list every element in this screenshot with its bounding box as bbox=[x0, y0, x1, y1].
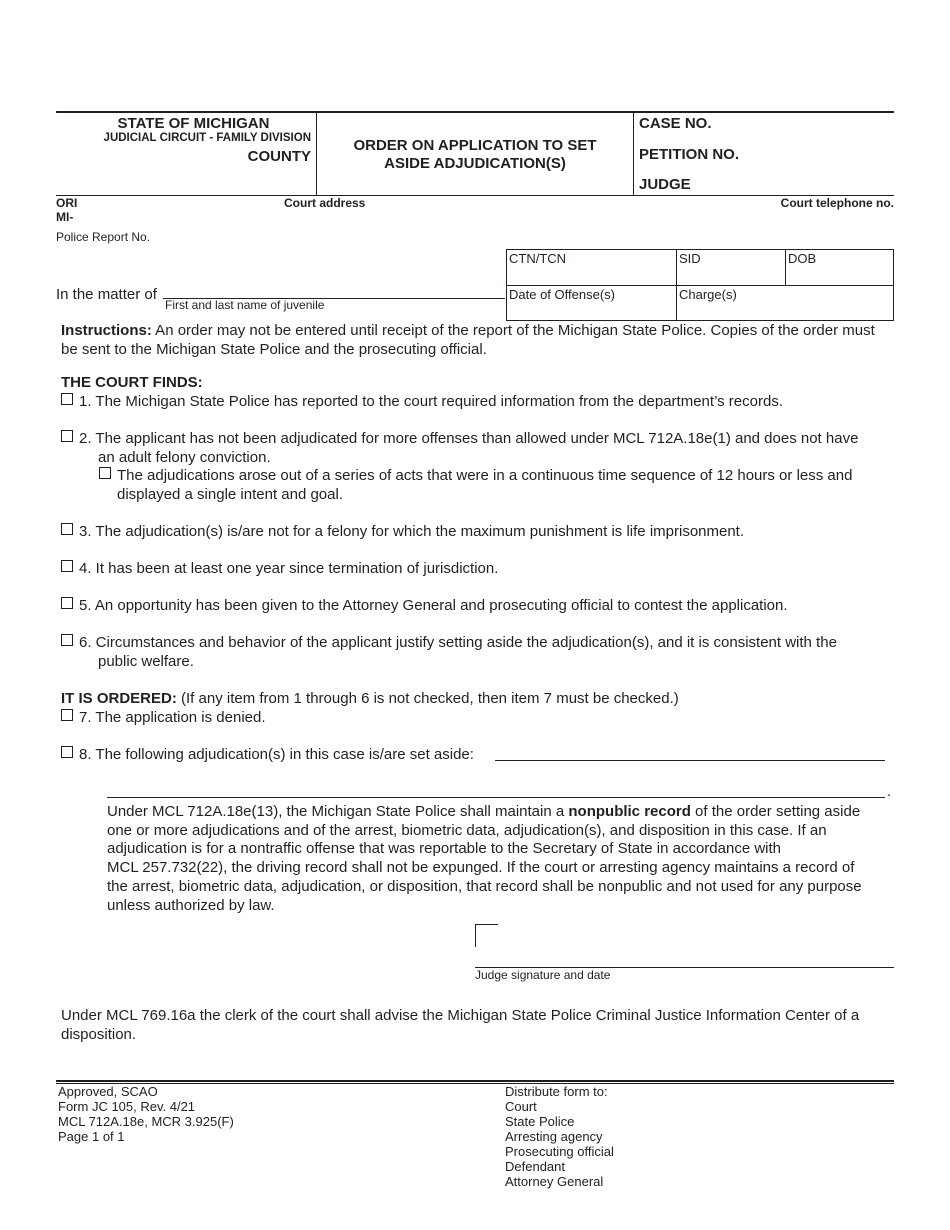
footer-form-number: Form JC 105, Rev. 4/21 bbox=[58, 1099, 196, 1114]
charges-field[interactable] bbox=[676, 285, 894, 321]
ordered-note: (If any item from 1 through 6 is not checked, then item 7 must be checked.) bbox=[176, 690, 679, 707]
item1-text: 1. The Michigan State Police has reported to the court required information from the department’s records. bbox=[79, 393, 783, 410]
notice-line1-post: of the order setting aside bbox=[690, 803, 861, 820]
division-heading: JUDICIAL CIRCUIT - FAMILY DIVISION bbox=[103, 132, 311, 144]
item2-sub-checkbox[interactable] bbox=[99, 467, 111, 479]
form-title-line1: ORDER ON APPLICATION TO SET bbox=[353, 137, 597, 154]
distribute-heading: Distribute form to: bbox=[505, 1084, 608, 1099]
item1-checkbox[interactable] bbox=[61, 393, 73, 405]
date-of-offense-field[interactable] bbox=[506, 285, 677, 321]
instructions-line1 bbox=[61, 321, 875, 340]
ordered-heading-line bbox=[61, 689, 679, 708]
notice-line5: the arrest, biometric data, adjudication, or disposition, that record shall be nonpublic and not used for any purpose bbox=[107, 878, 862, 895]
judge-signature-label: Judge signature and date bbox=[475, 968, 611, 982]
item8-adjudications-field-1[interactable] bbox=[495, 746, 885, 761]
item2-text-line2: an adult felony conviction. bbox=[98, 449, 271, 466]
header-top-rule bbox=[56, 111, 894, 113]
header-divider-right bbox=[633, 112, 634, 196]
instructions-text1: An order may not be entered until receipt of the report of the Michigan State Police. Copies of the order must bbox=[151, 322, 875, 339]
item8-adjudications-field-2[interactable] bbox=[107, 783, 885, 798]
ordered-heading: IT IS ORDERED: bbox=[61, 690, 177, 707]
item2-text-line1: 2. The applicant has not been adjudicated for more offenses than allowed under MCL 712A.18e(1) and does not have bbox=[79, 430, 859, 447]
date-of-offense-label: Date of Offense(s) bbox=[509, 287, 615, 302]
police-report-label: Police Report No. bbox=[56, 230, 151, 244]
item6-text-line1: 6. Circumstances and behavior of the applicant justify setting aside the adjudication(s), and it is consistent with the bbox=[79, 634, 837, 651]
notice-nonpublic-record: nonpublic record bbox=[568, 803, 691, 820]
sid-field[interactable] bbox=[676, 249, 786, 286]
notice-line3: adjudication is for a nontraffic offense that was reportable to the Secretary of State in accordance with bbox=[107, 840, 782, 857]
judge-label: JUDGE bbox=[639, 176, 691, 193]
juvenile-name-field[interactable] bbox=[163, 282, 505, 299]
item2-checkbox[interactable] bbox=[61, 430, 73, 442]
notice-line2: one or more adjudications and of the arrest, biometric data, adjudication(s), and disposition in this case. If an bbox=[107, 822, 827, 839]
state-heading: STATE OF MICHIGAN bbox=[117, 115, 270, 132]
findings-heading: THE COURT FINDS: bbox=[61, 374, 203, 391]
footer-page: Page 1 of 1 bbox=[58, 1129, 125, 1144]
sid-label: SID bbox=[679, 251, 701, 266]
distribute-attorney-general: Attorney General bbox=[505, 1174, 604, 1189]
seal-corner-mark bbox=[475, 924, 498, 947]
item7-text: 7. The application is denied. bbox=[79, 709, 266, 726]
juvenile-name-caption: First and last name of juvenile bbox=[165, 298, 325, 312]
footer-rule-thin bbox=[56, 1083, 894, 1084]
item3-checkbox[interactable] bbox=[61, 523, 73, 535]
footer-approved: Approved, SCAO bbox=[58, 1084, 158, 1099]
item4-text: 4. It has been at least one year since termination of jurisdiction. bbox=[79, 560, 499, 577]
item6-text-line2: public welfare. bbox=[98, 653, 194, 670]
ctn-tcn-label: CTN/TCN bbox=[509, 251, 567, 266]
dob-label: DOB bbox=[788, 251, 817, 266]
distribute-court: Court bbox=[505, 1099, 537, 1114]
item8-period: . bbox=[887, 783, 892, 800]
notice-line1 bbox=[107, 802, 860, 821]
item5-checkbox[interactable] bbox=[61, 597, 73, 609]
county-label: COUNTY bbox=[247, 148, 311, 165]
court-telephone-label: Court telephone no. bbox=[780, 196, 894, 210]
mi-label: MI- bbox=[56, 210, 74, 224]
form-title-line2: ASIDE ADJUDICATION(S) bbox=[384, 155, 566, 172]
clerk-line1: Under MCL 769.16a the clerk of the court shall advise the Michigan State Police Criminal Justice Information Center of a bbox=[61, 1007, 860, 1024]
footer-mcl: MCL 712A.18e, MCR 3.925(F) bbox=[58, 1114, 234, 1129]
item2-sub-line2: displayed a single intent and goal. bbox=[117, 486, 343, 503]
clerk-line2: disposition. bbox=[61, 1026, 137, 1043]
item5-text: 5. An opportunity has been given to the Attorney General and prosecuting official to contest the application. bbox=[79, 597, 788, 614]
matter-label: In the matter of bbox=[56, 286, 157, 303]
header-bottom-rule bbox=[56, 195, 894, 196]
judge-signature-field[interactable] bbox=[475, 950, 894, 968]
notice-line6: unless authorized by law. bbox=[107, 897, 275, 914]
distribute-defendant: Defendant bbox=[505, 1159, 565, 1174]
item3-text: 3. The adjudication(s) is/are not for a felony for which the maximum punishment is life imprisonment. bbox=[79, 523, 745, 540]
distribute-prosecuting-official: Prosecuting official bbox=[505, 1144, 614, 1159]
item4-checkbox[interactable] bbox=[61, 560, 73, 572]
instructions-line2: be sent to the Michigan State Police and the prosecuting official. bbox=[61, 341, 487, 358]
item8-checkbox[interactable] bbox=[61, 746, 73, 758]
charges-label: Charge(s) bbox=[679, 287, 737, 302]
case-no-label: CASE NO. bbox=[639, 115, 712, 132]
ori-label: ORI bbox=[56, 196, 78, 210]
item8-text: 8. The following adjudication(s) in this case is/are set aside: bbox=[79, 746, 474, 763]
item6-checkbox[interactable] bbox=[61, 634, 73, 646]
item2-sub-line1: The adjudications arose out of a series of acts that were in a continuous time sequence of 12 hours or less and bbox=[117, 467, 853, 484]
item7-checkbox[interactable] bbox=[61, 709, 73, 721]
distribute-state-police: State Police bbox=[505, 1114, 575, 1129]
footer-rule-thick bbox=[56, 1080, 894, 1082]
petition-no-label: PETITION NO. bbox=[639, 146, 740, 163]
notice-line4: MCL 257.732(22), the driving record shall not be expunged. If the court or arresting agency maintains a record of bbox=[107, 859, 855, 876]
distribute-arresting-agency: Arresting agency bbox=[505, 1129, 603, 1144]
instructions-lead: Instructions: bbox=[61, 322, 152, 339]
ctn-tcn-field[interactable] bbox=[506, 249, 677, 286]
dob-field[interactable] bbox=[785, 249, 894, 286]
notice-line1-pre: Under MCL 712A.18e(13), the Michigan State Police shall maintain a bbox=[107, 803, 569, 820]
court-address-label: Court address bbox=[284, 196, 366, 210]
